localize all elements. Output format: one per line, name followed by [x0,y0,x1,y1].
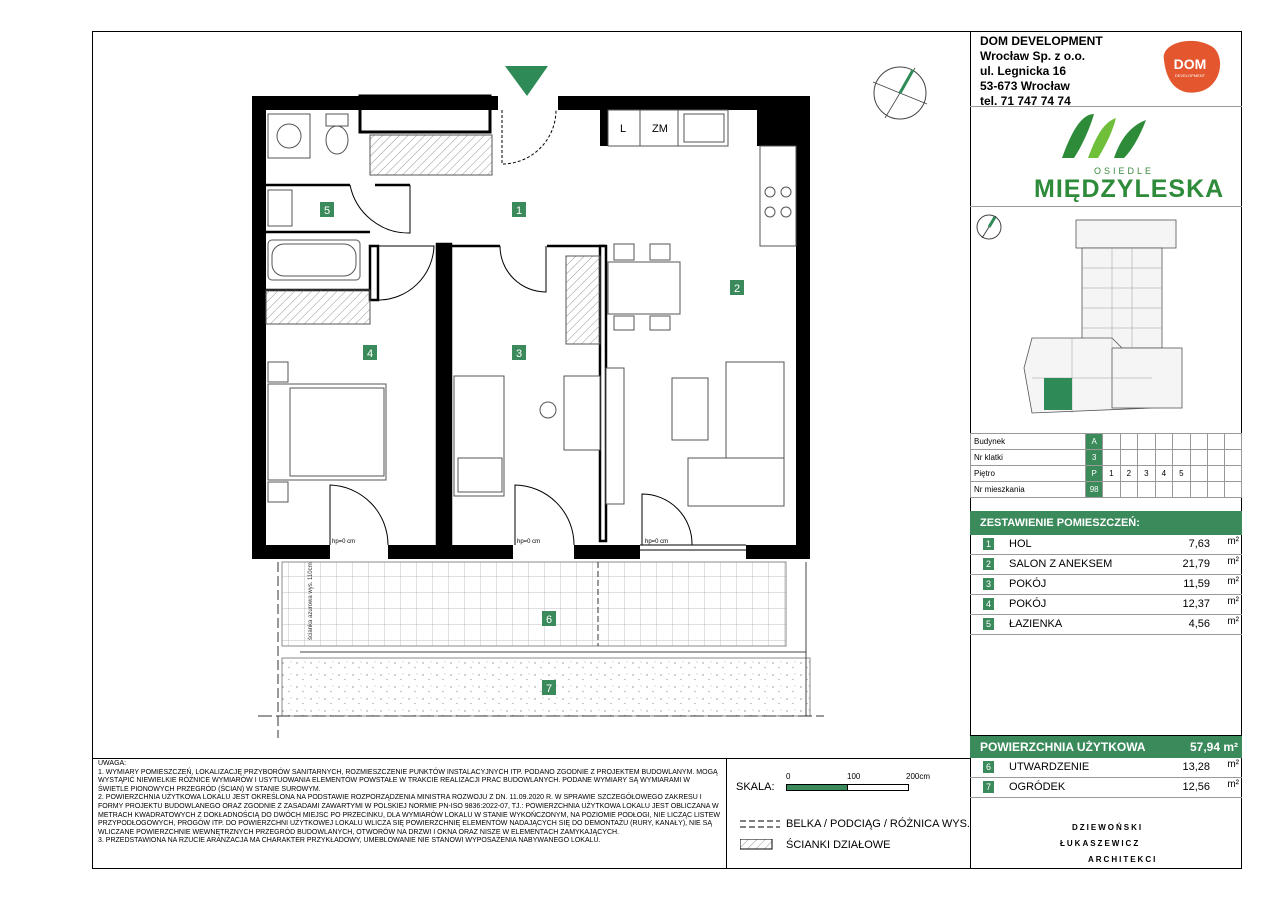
architect-line: DZIEWOŃSKI [1072,823,1144,832]
floor-cell: 4 [1155,466,1172,482]
room-unit: m² [1227,616,1239,627]
attr-value: 3 [1086,450,1103,466]
company-info [980,34,1103,109]
company-line: Wrocław Sp. z o.o. [980,49,1086,63]
architect-line: ARCHITEKCI [1088,855,1158,864]
apartment-highlight [1044,378,1072,410]
dom-logo-text: DOM [1173,56,1207,72]
extra-num: 6 [983,761,994,773]
room-num: 4 [983,598,994,610]
room-row [970,575,1242,595]
extra-unit: m² [1227,779,1239,790]
terrace [282,562,786,646]
extra-area: 13,28 [1182,761,1210,773]
attr-label: Piętro [971,466,1086,482]
legend-label: BELKA / PODCIĄG / RÓŻNICA WYS. [786,818,970,830]
floor-cell: 3 [1138,466,1155,482]
usable-area-value: 57,94 m² [1189,740,1238,754]
note-item: 3. PRZEDSTAWIONA NA RZUCIE ARANŻACJA MA CHARAKTER PRZYKŁADOWY, UMEBLOWANIE NIE STANOWI WYPOSAŻENIA NABYWANEGO LOKALU. [98,837,601,845]
company-phone: tel. 71 747 74 74 [980,94,1071,108]
wall-note: ścianka azurowa wys. 110cm [308,562,314,640]
room-unit: m² [1227,596,1239,607]
bedroom-furniture [268,362,504,502]
compass-icon [873,67,927,119]
extras-list [970,758,1242,798]
room-row [970,535,1242,555]
company-street: ul. Legnicka 16 [980,64,1067,78]
notes-title: UWAGA: [98,760,127,767]
door-threshold-label: hp=0 cm [517,539,541,545]
scale-segment [847,784,909,791]
door-threshold-label: hp=0 cm [645,539,669,545]
note-item: 1. WYMIARY POMIESZCZEŃ, LOKALIZACJĘ PRZYBORÓW SANITARNYCH, ROZMIESZCZENIE PUNKTÓW INSTALACYJNYCH ITP. PODANO ZGODNIE Z PROJEKTEM BUDOWLANYM. MOGĄ WYSTĄPIĆ NIEWIELKIE RÓŻNICE WYMIARÓW I USYTUOWANIA ELEMENTÓW POWSTAŁE W TRAKCIE REALIZACJI PRAC BUDOWLANYCH. PODANE WYMIARY SĄ WYMIARAMI W ŚWIETLE PIONOWYCH PRZEGRÓD (ŚCIAN) W STANIE SUROWYM. [98,768,718,793]
room-num: 5 [983,618,994,630]
site-plan [972,208,1240,430]
floor-cell: 5 [1173,466,1190,482]
room-unit: m² [1227,536,1239,547]
project-name-block [1034,164,1225,203]
extra-unit: m² [1227,759,1239,770]
room-row [970,615,1242,635]
legend-label: ŚCIANKI DZIAŁOWE [786,839,891,851]
extra-num: 7 [983,781,994,793]
room-row [970,555,1242,575]
doors [330,110,746,550]
room-unit: m² [1227,576,1239,587]
architect-line: ŁUKASZEWICZ [1060,839,1141,848]
project-prefix: OSIEDLE [1093,166,1154,176]
door-threshold-label: hp=0 cm [332,539,356,545]
extra-row [970,758,1242,778]
attributes-table [970,433,1242,498]
dashed-line-icon [740,818,780,830]
room-name: POKÓJ [1009,598,1047,610]
hatch-icon [740,839,774,851]
room-unit: m² [1227,556,1239,567]
osiedle-logo-icon [1060,110,1156,162]
site-compass-icon [977,215,1001,239]
note-item: 2. POWIERZCHNIA UŻYTKOWA LOKALU JEST OKREŚLONA NA PODSTAWIE ROZPORZĄDZENIA MINISTRA ROZWOJU Z DN. 11.09.2020 R. W SPRAWIE SZCZEGÓŁOWEGO ZAKRESU I FORMY PROJEKTU BUDOWLANEGO ORAZ ZGODNIE Z ZASADAMI ZAWARTYMI W POLSKIEJ NORMIE PN-ISO 9836:2022-07, TJ.: POWIERZCHNIA UŻYTKOWA LOKALU JEST OBLICZANA W METRACH KWADRATOWYCH Z DOKŁADNOŚCIĄ DO DWÓCH MIEJSC PO PRZECINKU, DLA WYMIARÓW LOKALU W STANIE WYKOŃCZONYM, NA POZIOMIE PODŁOGI, NIE LICZĄC LISTEW PRZYPODŁOGOWYCH, PROGÓW ITP. DO POWIERZCHNI UŻYTKOWEJ LOKALU WLICZA SIĘ POWIERZCHNIĘ ELEMENTÓW NADAJĄCYCH SIĘ DO DEMONTAŻU (RURY, KANAŁY), NIE SĄ WLICZANE POWIERZCHNIE WEWNĘTRZNYCH PRZEGRÓD BUDOWLANYCH, OTWORÓW NA DRZWI I OKNA ORAZ NISZE W ELEMENTACH ZAMYKAJĄCYCH. [98,794,721,836]
room-marker-7: 7 [545,683,553,695]
attr-value: P [1086,466,1103,482]
room-num: 1 [983,538,994,550]
room-area: 11,59 [1183,578,1210,590]
room-marker-2: 2 [733,283,741,295]
extra-area: 12,56 [1182,781,1210,793]
attr-label: Nr mieszkania [971,482,1086,498]
room-marker-6: 6 [545,614,553,626]
room-num: 3 [983,578,994,590]
room-name: POKÓJ [1009,578,1047,590]
floor-cell: 2 [1120,466,1137,482]
room-area: 4,56 [1188,618,1210,630]
attr-value: 98 [1086,482,1103,498]
room-marker-1: 1 [515,205,523,217]
room-marker-5: 5 [323,205,331,217]
divider [970,206,1242,207]
attr-value: A [1086,434,1103,450]
scale-tick: 200cm [906,772,931,781]
extra-name: OGRÓDEK [1009,781,1066,793]
company-name: DOM DEVELOPMENT [980,34,1103,48]
usable-area-label: POWIERZCHNIA UŻYTKOWA [980,740,1146,754]
divider [92,758,970,759]
dishwasher-label: ZM [652,123,668,135]
extra-name: UTWARDZENIE [1009,761,1090,773]
room-name: HOL [1009,538,1032,550]
room-num: 2 [983,558,994,570]
rooms-header: ZESTAWIENIE POMIESZCZEŃ: [970,511,1242,535]
architect-logo [1060,820,1157,868]
usable-area-bar [970,736,1242,758]
dom-development-logo [1156,38,1224,96]
room-marker-4: 4 [366,348,374,360]
scale-tick: 100 [847,772,861,781]
extra-row [970,778,1242,798]
fridge-label: L [620,123,627,135]
rooms-list [970,535,1242,635]
scale-segment [786,784,848,791]
room-name: SALON Z ANEKSEM [1009,558,1113,570]
project-name: MIĘDZYLESKA [1034,175,1225,203]
room-name: ŁAZIENKA [1009,618,1063,630]
scale-tick: 0 [786,772,791,781]
room-marker-3: 3 [515,348,523,360]
dom-logo-subtext: DEVELOPMENT [1174,73,1206,78]
divider [726,758,727,869]
room-row [970,595,1242,615]
room-area: 7,63 [1188,538,1210,550]
scale-label: SKALA: [736,781,775,793]
room-area: 12,37 [1182,598,1210,610]
company-city: 53-673 Wrocław [980,79,1070,93]
attr-label: Nr klatki [971,450,1086,466]
entrance-arrow [505,66,548,96]
attr-label: Budynek [971,434,1086,450]
living-furniture [540,244,784,506]
notes-block [98,760,722,846]
partitions [266,185,606,544]
floor-cell: 1 [1103,466,1120,482]
room-area: 21,79 [1182,558,1210,570]
